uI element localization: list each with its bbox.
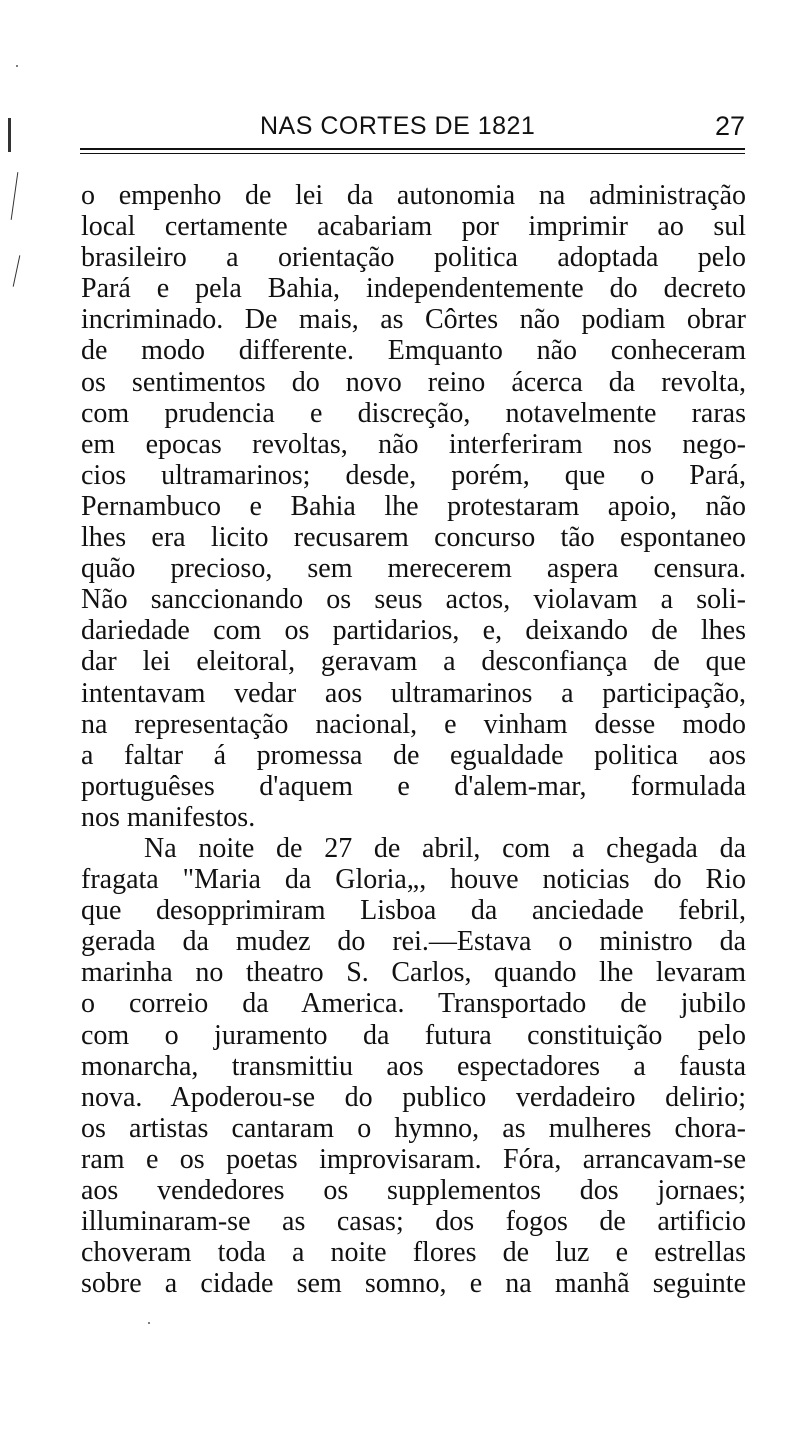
text-line: que desopprimiram Lisboa da anciedade febril,: [81, 895, 746, 927]
text-line: gerada da mudez do rei.—Estava o ministro da: [81, 926, 746, 958]
text-line: quão precioso, sem merecerem aspera censura.: [81, 553, 746, 585]
text-line: com prudencia e discreção, notavelmente raras: [81, 397, 746, 429]
text-line: local certamente acabariam por imprimir ao sul: [81, 211, 746, 243]
text-line: na representação nacional, e vinham desse modo: [81, 708, 746, 740]
text-line: os sentimentos do novo reino ácerca da revolta,: [81, 366, 746, 398]
text-line: a faltar á promessa de egualdade politica aos: [81, 739, 746, 771]
text-line: marinha no theatro S. Carlos, quando lhe levaram: [81, 957, 746, 989]
text-line: Na noite de 27 de abril, com a chegada da: [144, 832, 746, 864]
margin-ink-mark: [8, 118, 11, 152]
text-line: cios ultramarinos; desde, porém, que o Pará,: [81, 459, 746, 491]
text-line: choveram toda a noite flores de luz e estrellas: [81, 1237, 746, 1269]
text-line: aos vendedores os supplementos dos jornaes;: [81, 1175, 746, 1206]
text-line: os artistas cantaram o hymno, as mulheres chora-: [81, 1112, 746, 1144]
text-line: o correio da America. Transportado de jubilo: [81, 988, 746, 1020]
text-line: incriminado. De mais, as Côrtes não podiam obrar: [81, 304, 746, 336]
page-number: 27: [714, 111, 745, 141]
text-line: intentavam vedar aos ultramarinos a participação,: [81, 677, 746, 709]
body-text: [81, 180, 746, 1299]
text-line: portuguêses d'aquem e d'alem-mar, formulada: [81, 770, 746, 802]
text-line: Não sanccionando os seus actos, violavam a soli-: [81, 584, 746, 616]
text-line: de modo differente. Emquanto não conheceram: [81, 335, 746, 367]
paper-speck: [148, 1322, 150, 1324]
text-line: Pernambuco e Bahia lhe protestaram apoio, não: [81, 490, 746, 522]
text-line: lhes era licito recusarem concurso tão espontaneo: [81, 522, 746, 554]
text-line: fragata "Maria da Gloria„, houve noticias do Rio: [81, 864, 746, 896]
header-rule-thin: [80, 153, 745, 154]
header-rule: [80, 148, 745, 150]
text-line: dar lei eleitoral, geravam a desconfiança de que: [81, 646, 746, 678]
text-line: Pará e pela Bahia, independentemente do decreto: [81, 273, 746, 305]
text-line: com o juramento da futura constituição pelo: [81, 1019, 746, 1051]
text-line: o empenho de lei da autonomia na administração: [81, 180, 746, 211]
paragraph-1: [81, 180, 746, 833]
text-line: sobre a cidade sem somno, e na manhã seguinte: [81, 1268, 746, 1300]
text-line: brasileiro a orientação politica adoptada pelo: [81, 242, 746, 274]
paragraph-2: [81, 833, 746, 1299]
text-line: nova. Apoderou-se do publico verdadeiro delirio;: [81, 1081, 746, 1113]
paper-speck: [16, 65, 18, 67]
running-title: NAS CORTES DE 1821: [260, 112, 536, 140]
text-line: nos manifestos.: [81, 801, 256, 833]
margin-ink-mark: [13, 255, 21, 287]
text-line: dariedade com os partidarios, e, deixando de lhes: [81, 615, 746, 647]
running-header: [80, 108, 745, 144]
text-line: illuminaram-se as casas; dos fogos de artificio: [81, 1206, 746, 1238]
text-line: monarcha, transmittiu aos espectadores a fausta: [81, 1050, 746, 1082]
text-line: em epocas revoltas, não interferiram nos nego-: [81, 428, 746, 460]
text-line: ram e os poetas improvisaram. Fóra, arrancavam-se: [81, 1143, 746, 1175]
margin-ink-mark: [11, 172, 19, 220]
